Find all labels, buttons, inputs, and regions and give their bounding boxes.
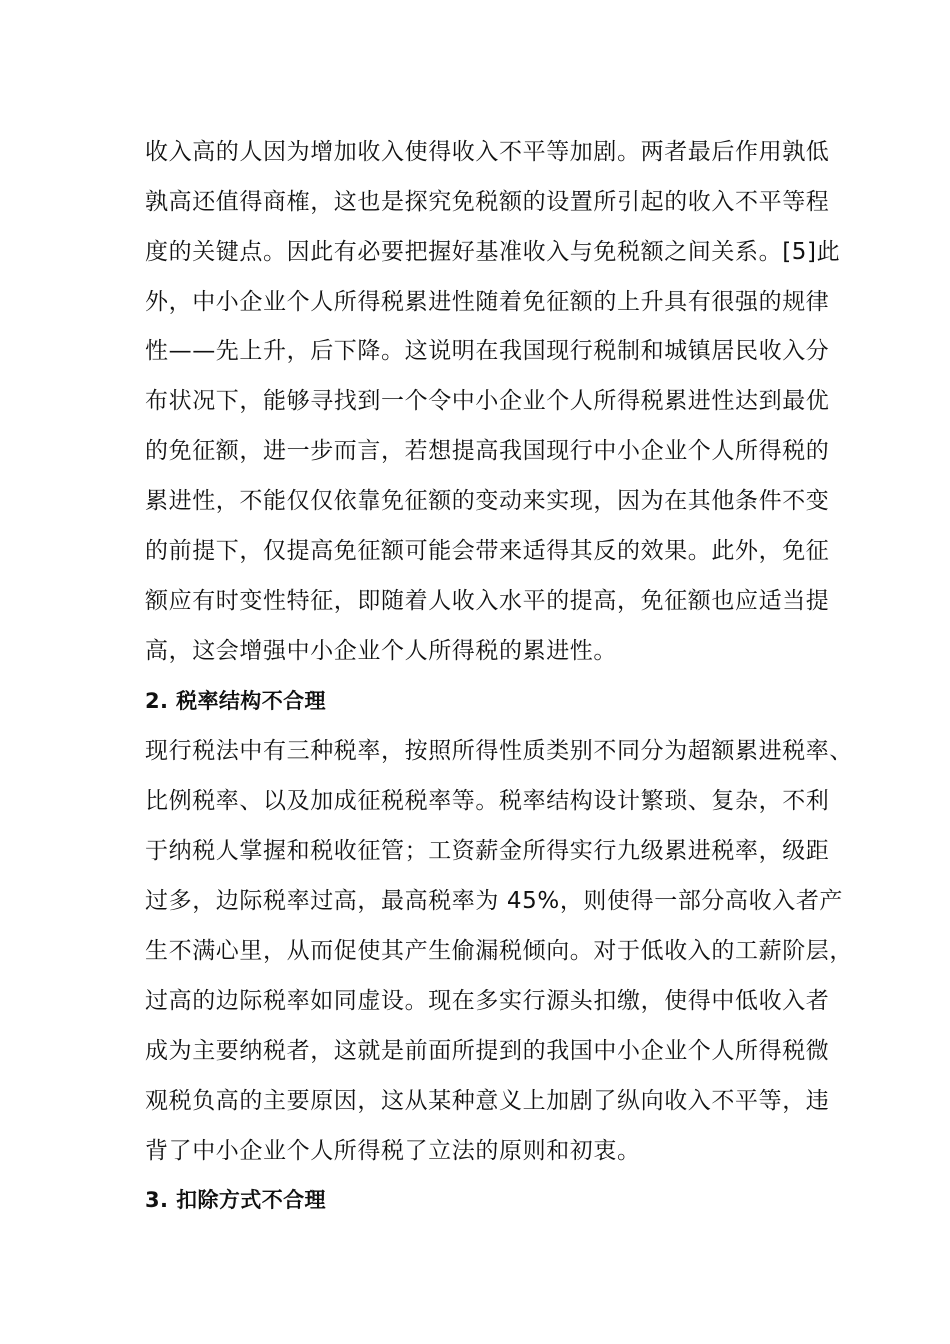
paragraph-1-line-8: 累进性，不能仅仅依靠免征额的变动来实现，因为在其他条件不变 bbox=[145, 488, 830, 514]
paragraph-1-line-5: 性——先上升，后下降。这说明在我国现行税制和城镇居民收入分 bbox=[145, 338, 830, 364]
paragraph-2-line-4: 过多，边际税率过高，最高税率为 45%，则使得一部分高收入者产 bbox=[145, 888, 844, 914]
paragraph-2-line-8: 观税负高的主要原因，这从某种意义上加剧了纵向收入不平等，违 bbox=[145, 1088, 830, 1114]
paragraph-2-line-1: 现行税法中有三种税率，按照所得性质类别不同分为超额累进税率、 bbox=[145, 738, 853, 764]
paragraph-2-line-3: 于纳税人掌握和税收征管；工资薪金所得实行九级累进税率，级距 bbox=[145, 838, 830, 864]
section-heading-3: 3. 扣除方式不合理 bbox=[145, 1188, 326, 1212]
paragraph-1-line-11: 高，这会增强中小企业个人所得税的累进性。 bbox=[145, 638, 617, 664]
paragraph-2-line-7: 成为主要纳税者，这就是前面所提到的我国中小企业个人所得税微 bbox=[145, 1038, 830, 1064]
section-heading-2: 2. 税率结构不合理 bbox=[145, 689, 326, 713]
paragraph-1-line-3: 度的关键点。因此有必要把握好基准收入与免税额之间关系。[5]此 bbox=[145, 239, 841, 265]
paragraph-1-line-4: 外，中小企业个人所得税累进性随着免征额的上升具有很强的规律 bbox=[145, 289, 830, 315]
paragraph-1-line-6: 布状况下，能够寻找到一个令中小企业个人所得税累进性达到最优 bbox=[145, 388, 830, 414]
paragraph-1-line-7: 的免征额，进一步而言，若想提高我国现行中小企业个人所得税的 bbox=[145, 438, 830, 464]
paragraph-1-line-1: 收入高的人因为增加收入使得收入不平等加剧。两者最后作用孰低 bbox=[145, 139, 830, 165]
paragraph-1-line-2: 孰高还值得商榷，这也是探究免税额的设置所引起的收入不平等程 bbox=[145, 189, 830, 215]
paragraph-2-line-6: 过高的边际税率如同虚设。现在多实行源头扣缴，使得中低收入者 bbox=[145, 988, 830, 1014]
paragraph-1-line-9: 的前提下，仅提高免征额可能会带来适得其反的效果。此外，免征 bbox=[145, 538, 830, 564]
paragraph-1-line-10: 额应有时变性特征，即随着人收入水平的提高，免征额也应适当提 bbox=[145, 588, 830, 614]
paragraph-2-line-9: 背了中小企业个人所得税了立法的原则和初衷。 bbox=[145, 1138, 641, 1164]
paragraph-2-line-5: 生不满心里，从而促使其产生偷漏税倾向。对于低收入的工薪阶层， bbox=[145, 938, 853, 964]
paragraph-2-line-2: 比例税率、以及加成征税税率等。税率结构设计繁琐、复杂，不利 bbox=[145, 788, 830, 814]
